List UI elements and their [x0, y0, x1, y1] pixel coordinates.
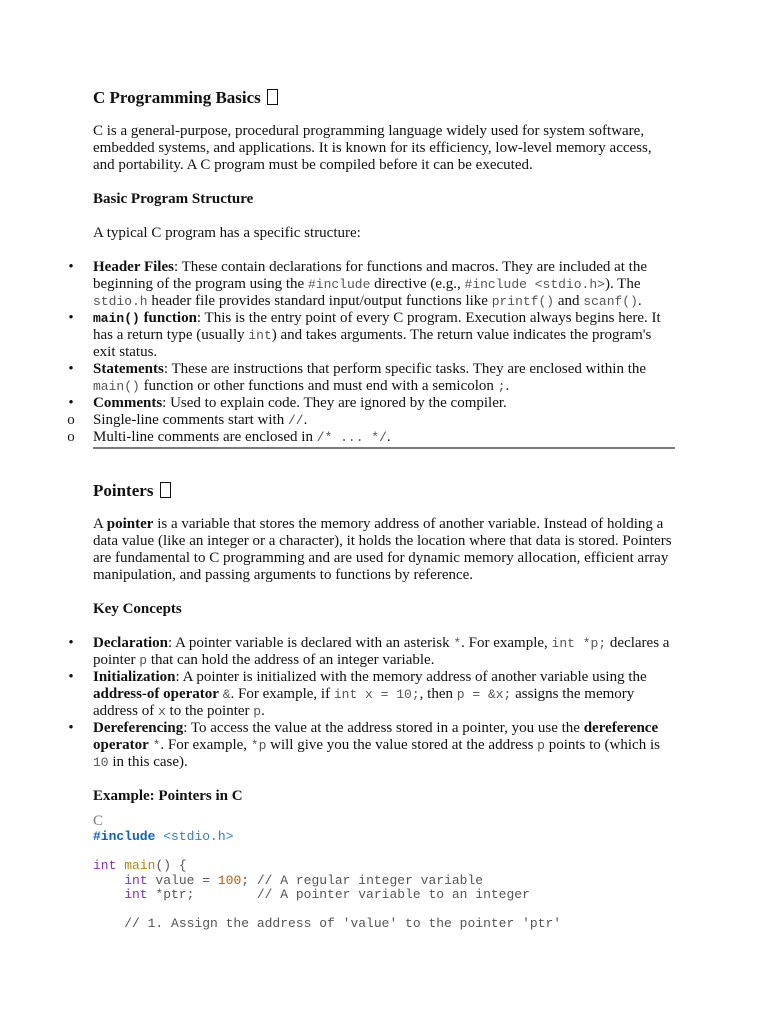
code-token: main	[124, 858, 156, 873]
circle-bullet-icon: o	[67, 429, 75, 445]
code-token: () {	[155, 858, 187, 873]
item-text: and	[554, 293, 584, 309]
key-concepts-list	[68, 635, 675, 771]
inline-code: main()	[93, 311, 140, 326]
item-text: A	[93, 516, 107, 532]
inline-code: main()	[93, 379, 140, 394]
item-text: header file provides standard input/output functions like	[147, 293, 492, 309]
missing-glyph-icon	[160, 482, 171, 498]
list-item-initialization	[68, 669, 675, 720]
item-text: declares a pointer	[93, 635, 670, 668]
inline-code: *	[453, 636, 462, 651]
item-text: : This is the entry point of every C program. Execution always begins here. It has a return type (usually	[93, 310, 661, 343]
inline-code: *p	[250, 738, 267, 753]
inline-code: #include <stdio.h>	[464, 277, 605, 292]
item-text: will give you the value stored at the address	[266, 737, 538, 753]
section-title-text: C Programming Basics	[93, 88, 261, 107]
inline-code: p = &x;	[456, 687, 512, 702]
item-text: points to (which is	[544, 737, 660, 753]
inline-code: stdio.h	[93, 294, 148, 309]
bullet-icon: •	[68, 669, 74, 685]
item-text: that can hold the address of an integer variable.	[147, 652, 435, 668]
code-token: #include	[93, 829, 156, 844]
list-item-statements	[68, 361, 675, 395]
item-text: in this case).	[108, 754, 188, 770]
inline-code: int	[248, 328, 272, 343]
item-text: . For example,	[160, 737, 251, 753]
bullet-icon: •	[68, 395, 74, 411]
item-text: .	[637, 293, 642, 309]
inline-code: 10	[93, 755, 109, 770]
item-text: ). The	[604, 276, 641, 292]
code-example	[93, 813, 675, 932]
item-text: .	[386, 429, 391, 445]
term-pointer: pointer	[106, 516, 154, 532]
code-token: ; // A regular integer variable	[241, 872, 484, 888]
list-item-main-function	[68, 310, 675, 361]
code-token: int	[124, 887, 148, 902]
inline-code: printf()	[491, 294, 555, 309]
item-text: function or other functions and must end with a semicolon	[139, 378, 498, 394]
bullet-icon: •	[68, 635, 74, 651]
item-text: .	[505, 378, 510, 394]
term-main-function: function	[139, 310, 197, 326]
inline-code: int *p;	[551, 636, 607, 651]
term-comments: Comments	[93, 395, 163, 411]
item-text: .	[261, 703, 265, 719]
item-text: ) and takes arguments. The return value indicates the program's exit status.	[93, 327, 652, 360]
item-text: : Used to explain code. They are ignored by the compiler.	[162, 395, 507, 411]
code-token: int	[124, 872, 148, 888]
bullet-icon: •	[68, 259, 74, 275]
item-text: : These contain declarations for functions and macros. They are included at the beginning of the program using the	[93, 259, 647, 292]
term-initialization: Initialization	[93, 669, 176, 685]
list-item-multi-line-comments	[67, 429, 675, 446]
code-block[interactable]	[93, 830, 675, 932]
item-text: : These are instructions that perform specific tasks. They are enclosed within the	[163, 361, 647, 377]
item-text: directive (e.g.,	[370, 276, 465, 292]
item-text: Multi-line comments are enclosed in	[93, 429, 317, 445]
list-item-declaration	[68, 635, 675, 669]
inline-code: &	[222, 687, 231, 702]
section-title-pointers	[93, 481, 675, 501]
term-declaration: Declaration	[93, 635, 168, 651]
term-statements: Statements	[93, 361, 164, 377]
inline-code: p	[537, 738, 545, 753]
inline-code: //	[287, 413, 304, 428]
inline-code: int x = 10;	[333, 687, 420, 702]
list-item-single-line-comments	[67, 412, 675, 429]
item-text: is a variable that stores the memory address of another variable. Instead of holding a data value (like an integer or a character), it holds the location where that data is stored. Pointers are fundamental to C programming and are used for dynamic memory allocation, efficient array manipulation, and passing arguments to functions by reference.	[93, 516, 672, 583]
item-text: Single-line comments start with	[93, 412, 288, 428]
inline-code: /* ... */	[316, 430, 387, 445]
list-item-comments	[68, 395, 675, 412]
subheading-key-concepts: Key Concepts	[93, 601, 182, 617]
code-language-label: C	[93, 813, 104, 829]
item-text: . For example, if	[230, 686, 334, 702]
document-page	[67, 88, 675, 932]
term-header-files: Header Files	[93, 259, 174, 275]
code-comment: // 1. Assign the address of 'value' to the pointer 'ptr'	[93, 916, 562, 931]
inline-code: p	[139, 653, 148, 668]
term-dereferencing: Dereferencing	[93, 720, 184, 736]
inline-code: scanf()	[583, 294, 638, 309]
section-title-text: Pointers	[93, 481, 154, 500]
code-token: int	[93, 858, 117, 873]
bullet-icon: •	[68, 720, 74, 736]
inline-code: *	[152, 738, 161, 753]
item-text: , then	[419, 686, 457, 702]
structure-lead: A typical C program has a specific structure:	[93, 225, 361, 241]
item-text: to the pointer	[165, 703, 254, 719]
inline-code: #include	[307, 277, 371, 292]
intro-paragraph: C is a general-purpose, procedural programming language widely used for system software, embedded systems, and applications. It is known for its efficiency, low-level memory access, and portability. A C program must be compiled before it can be executed.	[93, 123, 652, 173]
term-dereference-operator: dereference operator	[93, 720, 659, 753]
item-text: : A pointer variable is declared with an asterisk	[167, 635, 454, 651]
code-indent	[93, 873, 124, 888]
item-text: . For example,	[461, 635, 552, 651]
section-divider	[93, 447, 675, 449]
inline-code: x	[157, 704, 166, 719]
term-address-of-operator: address-of operator	[93, 686, 219, 702]
code-token: 100	[217, 872, 242, 888]
bullet-icon: •	[68, 310, 74, 326]
structure-list	[67, 259, 675, 446]
subheading-example: Example: Pointers in C	[93, 788, 243, 804]
list-item-dereferencing	[68, 720, 675, 771]
code-token: value =	[147, 872, 218, 888]
circle-bullet-icon: o	[67, 412, 75, 428]
section-title-c-basics	[93, 88, 675, 108]
item-text: .	[303, 412, 308, 428]
inline-code: ;	[497, 379, 506, 394]
code-token: <stdio.h>	[163, 829, 234, 844]
missing-glyph-icon	[267, 89, 278, 105]
list-item-header-files	[68, 259, 675, 310]
code-token: *ptr; // A pointer variable to an integer	[147, 887, 530, 902]
item-text: assigns the memory address of	[93, 686, 635, 719]
item-text: : To access the value at the address stored in a pointer, you use the	[183, 720, 584, 736]
item-text: : A pointer is initialized with the memory address of another variable using the	[175, 669, 647, 685]
pointers-intro-paragraph	[93, 516, 675, 584]
bullet-icon: •	[68, 361, 74, 377]
code-indent	[93, 887, 124, 902]
subheading-program-structure: Basic Program Structure	[93, 191, 254, 207]
inline-code: p	[253, 704, 262, 719]
